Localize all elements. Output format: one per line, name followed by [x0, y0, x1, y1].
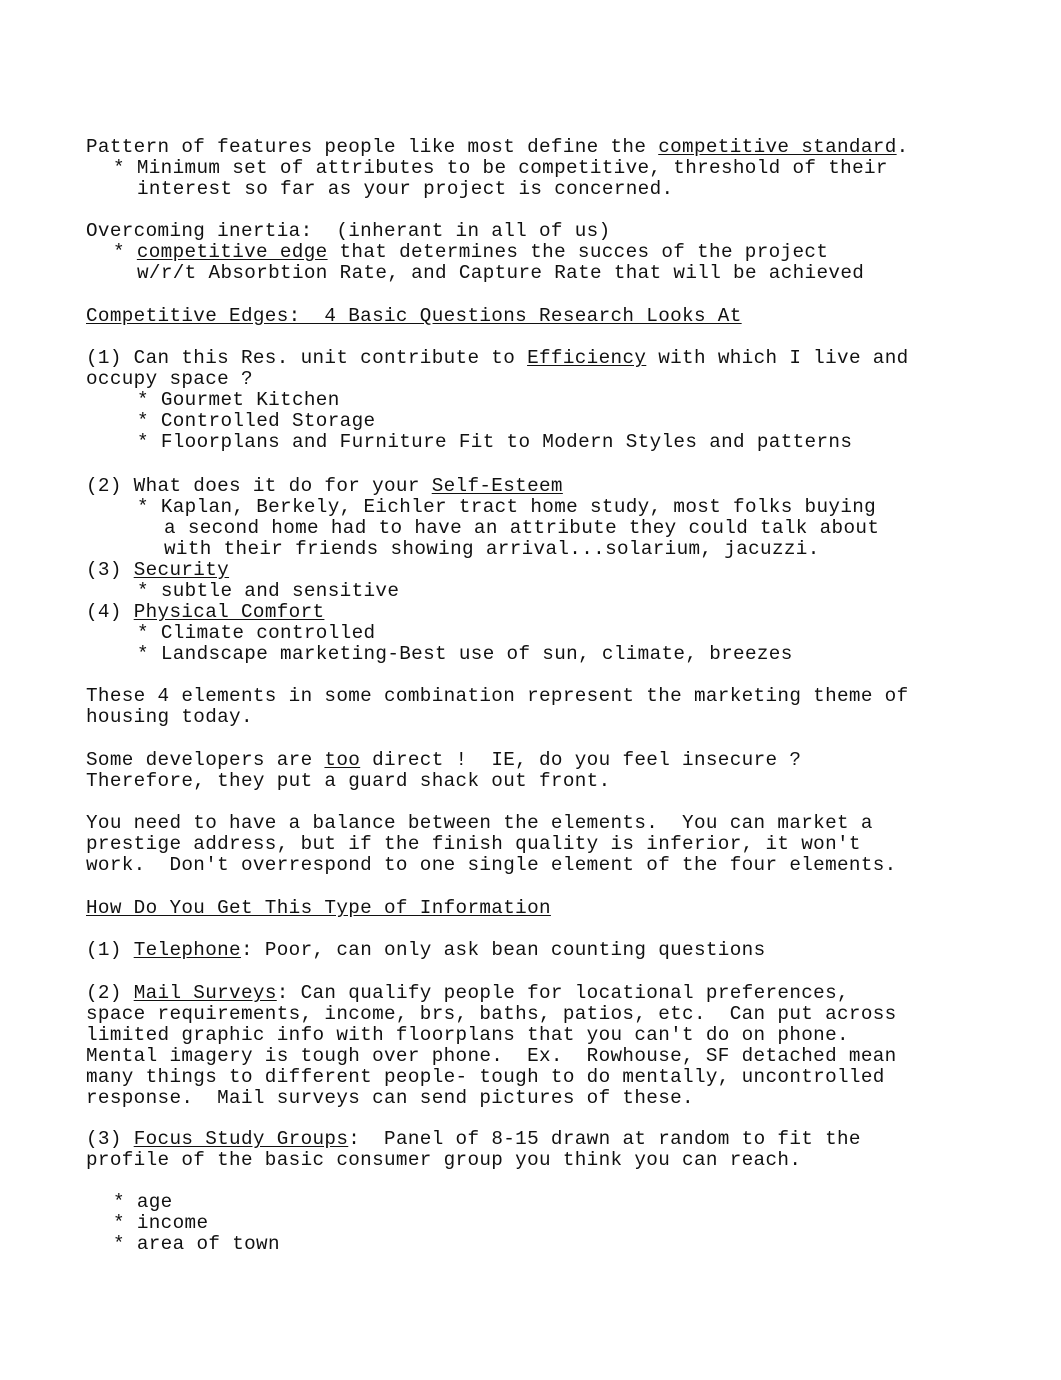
text-segment: : Poor, can only ask bean counting questions [240, 939, 766, 961]
text-line [137, 644, 793, 665]
text-line [86, 348, 909, 369]
underlined-text: Competitive Edges: 4 Basic Questions Research Looks At [86, 305, 742, 327]
text-line [86, 602, 324, 623]
text-segment: with their friends showing arrival...solarium, jacuzzi. [164, 538, 820, 560]
text-line [86, 750, 801, 771]
text-segment: * area of town [113, 1233, 280, 1255]
underlined-text: too [324, 749, 361, 771]
text-segment: . [896, 136, 909, 158]
underlined-text: Mail Surveys [133, 982, 277, 1004]
text-segment: space requirements, income, brs, baths, patios, etc. Can put across [86, 1003, 897, 1025]
text-segment: Overcoming inertia: (inherant in all of us) [86, 220, 611, 242]
text-segment: that determines the succes of the project [327, 241, 829, 263]
underlined-text: competitive edge [136, 241, 328, 263]
underlined-text: Physical Comfort [133, 601, 325, 623]
text-segment: response. Mail surveys can send pictures of these. [86, 1087, 694, 1109]
underlined-text: Security [133, 559, 230, 581]
text-line [86, 834, 861, 855]
text-line [113, 1213, 208, 1234]
text-segment: many things to different people- tough to do mentally, uncontrolled [86, 1066, 885, 1088]
text-segment: with which I live and [646, 347, 909, 369]
text-segment: : Can qualify people for locational preferences, [276, 982, 849, 1004]
text-segment: prestige address, but if the finish quality is inferior, it won't [86, 833, 861, 855]
text-segment: limited graphic info with floorplans that you can't do on phone. [86, 1024, 849, 1046]
text-line [137, 263, 864, 284]
text-line [86, 1088, 694, 1109]
text-line [113, 242, 828, 263]
text-line [86, 1129, 861, 1150]
text-segment: occupy space ? [86, 368, 253, 390]
text-segment: * age [113, 1191, 173, 1213]
text-segment: (3) [86, 1128, 134, 1150]
text-line [113, 1192, 173, 1213]
text-line [137, 411, 375, 432]
text-segment: a second home had to have an attribute they could talk about [164, 517, 880, 539]
text-segment: (4) [86, 601, 134, 623]
text-line [86, 707, 253, 728]
text-line [86, 137, 909, 158]
underlined-text: Telephone [133, 939, 241, 961]
text-segment: (2) [86, 982, 134, 1004]
text-line [137, 623, 375, 644]
text-line [113, 1234, 280, 1255]
text-segment: * Floorplans and Furniture Fit to Modern Styles and patterns [137, 431, 853, 453]
text-segment: * Climate controlled [137, 622, 376, 644]
text-line [164, 518, 879, 539]
text-segment: Therefore, they put a guard shack out front. [86, 770, 611, 792]
text-line [86, 686, 909, 707]
text-line [86, 1150, 801, 1171]
text-segment: : Panel of 8-15 drawn at random to fit the [348, 1128, 861, 1150]
text-line [86, 1067, 885, 1088]
text-segment: (3) [86, 559, 134, 581]
text-segment: interest so far as your project is concerned. [137, 178, 674, 200]
text-segment: Some developers are [86, 749, 325, 771]
text-segment: These 4 elements in some combination represent the marketing theme of [86, 685, 909, 707]
underlined-text: Focus Study Groups [133, 1128, 349, 1150]
text-segment: w/r/t Absorbtion Rate, and Capture Rate that will be achieved [137, 262, 865, 284]
text-line [137, 432, 852, 453]
text-segment: (1) Can this Res. unit contribute to [86, 347, 528, 369]
text-line [86, 306, 742, 327]
text-line [86, 560, 229, 581]
text-line [137, 179, 673, 200]
text-line [86, 1025, 849, 1046]
underlined-text: Self-Esteem [431, 475, 563, 497]
text-line [137, 581, 399, 602]
text-segment: housing today. [86, 706, 253, 728]
text-line [86, 221, 611, 242]
text-segment: * Landscape marketing-Best use of sun, climate, breezes [137, 643, 793, 665]
text-line [86, 855, 897, 876]
text-segment: * Gourmet Kitchen [137, 389, 340, 411]
text-line [86, 1046, 897, 1067]
underlined-text: competitive standard [658, 136, 897, 158]
text-line [164, 539, 820, 560]
text-line [86, 476, 563, 497]
text-segment: * Controlled Storage [137, 410, 376, 432]
text-line [86, 369, 253, 390]
underlined-text: Efficiency [527, 347, 647, 369]
text-segment: * income [113, 1212, 209, 1234]
text-line [137, 390, 340, 411]
text-segment: Pattern of features people like most define the [86, 136, 659, 158]
text-line [113, 158, 888, 179]
text-segment: You need to have a balance between the elements. You can market a [86, 812, 873, 834]
text-segment: direct ! IE, do you feel insecure ? [360, 749, 802, 771]
text-segment: (1) [86, 939, 134, 961]
text-line [86, 813, 873, 834]
text-segment: * Minimum set of attributes to be competitive, threshold of their [113, 157, 888, 179]
text-line [86, 1004, 897, 1025]
underlined-text: How Do You Get This Type of Information [86, 897, 551, 919]
text-segment: * subtle and sensitive [137, 580, 400, 602]
text-line [86, 983, 849, 1004]
text-segment: * Kaplan, Berkely, Eichler tract home study, most folks buying [137, 496, 877, 518]
text-segment: * [113, 241, 137, 263]
text-line [86, 898, 551, 919]
text-segment: Mental imagery is tough over phone. Ex. Rowhouse, SF detached mean [86, 1045, 897, 1067]
text-line [86, 771, 611, 792]
text-line [86, 940, 766, 961]
text-segment: work. Don't overrespond to one single element of the four elements. [86, 854, 897, 876]
text-line [137, 497, 876, 518]
text-segment: profile of the basic consumer group you think you can reach. [86, 1149, 802, 1171]
text-segment: (2) What does it do for your [86, 475, 432, 497]
